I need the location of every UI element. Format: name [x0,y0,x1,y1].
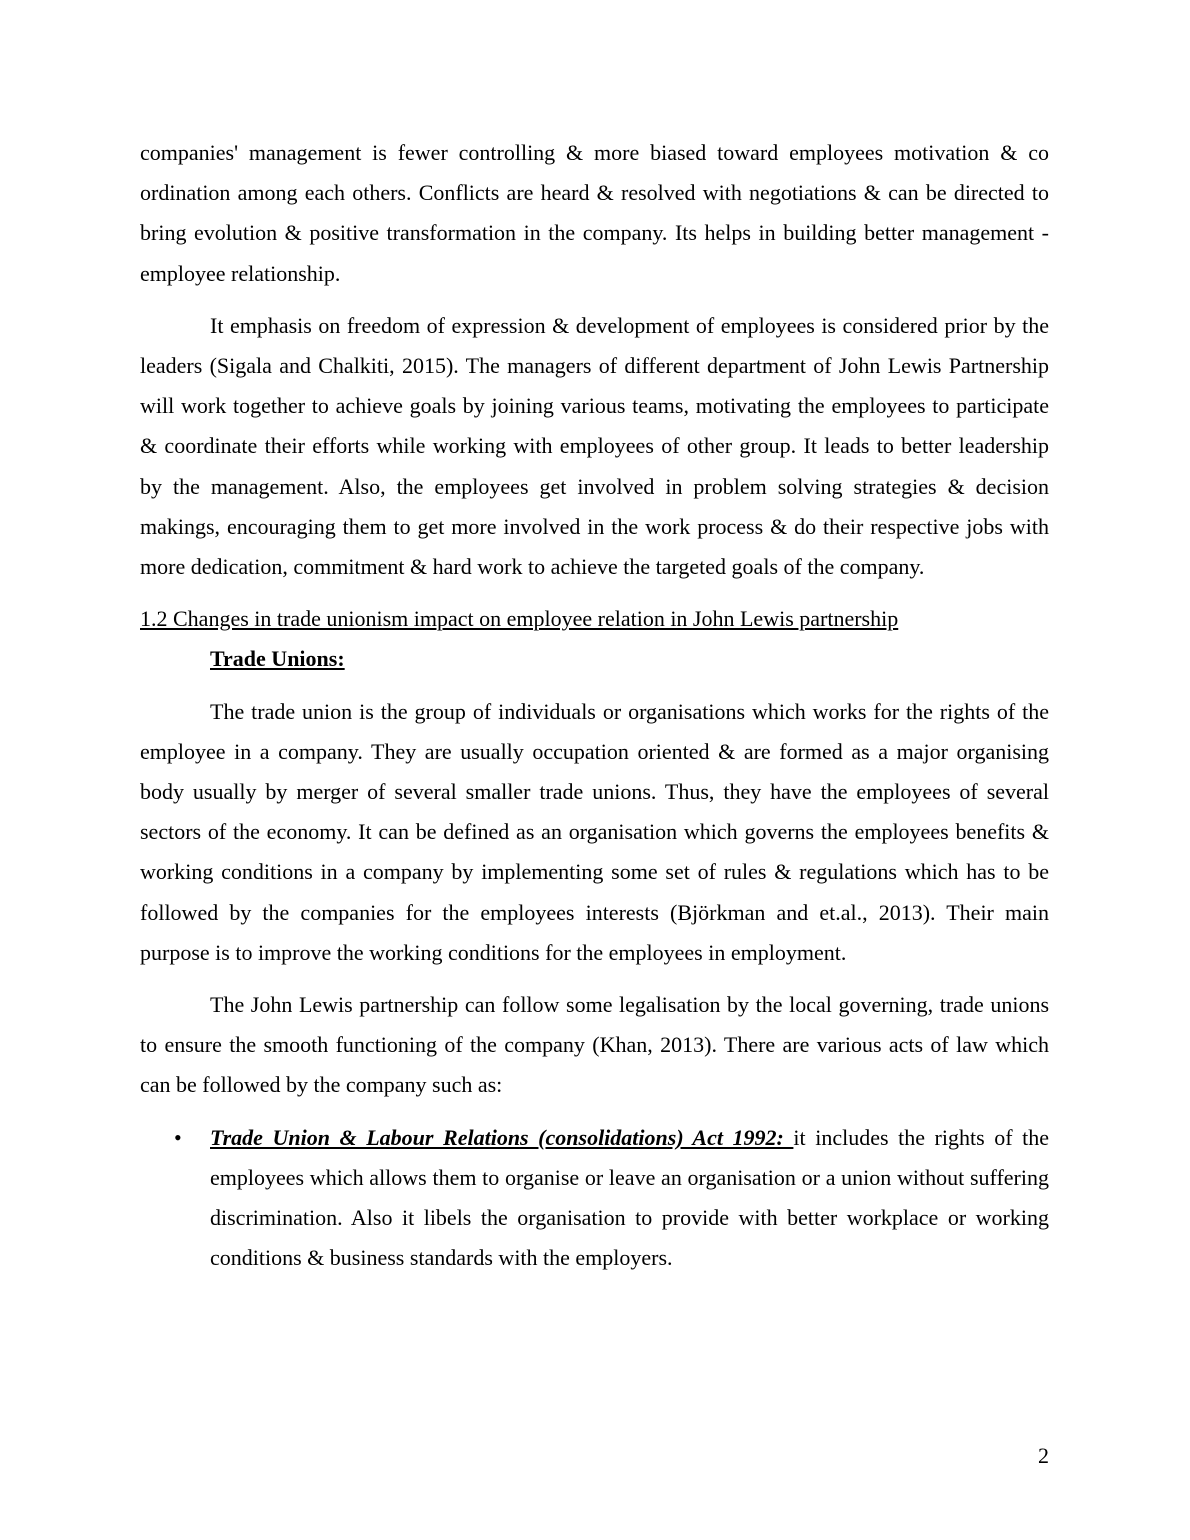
bullet-paragraph [210,1118,1049,1279]
page-number: 2 [1038,1443,1049,1468]
bullet-title: Trade Union & Labour Relations (consolidations) Act 1992: [210,1124,794,1150]
subheading-trade-unions: Trade Unions: [210,646,345,672]
bullet-icon: • [174,1124,182,1150]
paragraph-legalisation: The John Lewis partnership can follow some legalisation by the local governing, trade unions to ensure the smooth functioning of the company (Khan, 2013). There are various acts of law which can be followed by the company such as: [140,992,1049,1098]
bullet-text: it includes the rights of the employees which allows them to organise or leave an organisation or a union without suffering discrimination. Also it libels the organisation to provide with better workplace or working conditions & business standards with the employers. [210,1124,1050,1271]
section-heading: 1.2 Changes in trade unionism impact on employee relation in John Lewis partnership [140,606,899,632]
paragraph-freedom-of-expression: It emphasis on freedom of expression & development of employees is considered prior by the leaders (Sigala and Chalkiti, 2015). The managers of different department of John Lewis Partnership will work together to achieve goals by joining various teams, motivating the employees to participate & coordinate their efforts while working with employees of other group. It leads to better leadership by the management. Also, the employees get involved in problem solving strategies & decision makings, encouraging them to get more involved in the work process & do their respective jobs with more dedication, commitment & hard work to achieve the targeted goals of the company. [140,312,1049,580]
page-content [140,133,1049,1278]
paragraph-management-relationship: companies' management is fewer controlling & more biased toward employees motivation & co ordination among each others. Conflicts are heard & resolved with negotiations & can be directed to bring evolution & positive transformation in the company. Its helps in building better management -employee relationship. [140,140,1049,286]
bullet-list-item [140,1118,1049,1279]
paragraph-trade-union-definition: The trade union is the group of individuals or organisations which works for the rights of the employee in a company. They are usually occupation oriented & are formed as a major organising body usually by merger of several smaller trade unions. Thus, they have the employees of several sectors of the economy. It can be defined as an organisation which governs the employees benefits & working conditions in a company by implementing some set of rules & regulations which has to be followed by the companies for the employees interests (Björkman and et.al., 2013). Their main purpose is to improve the working conditions for the employees in employment. [140,698,1049,965]
